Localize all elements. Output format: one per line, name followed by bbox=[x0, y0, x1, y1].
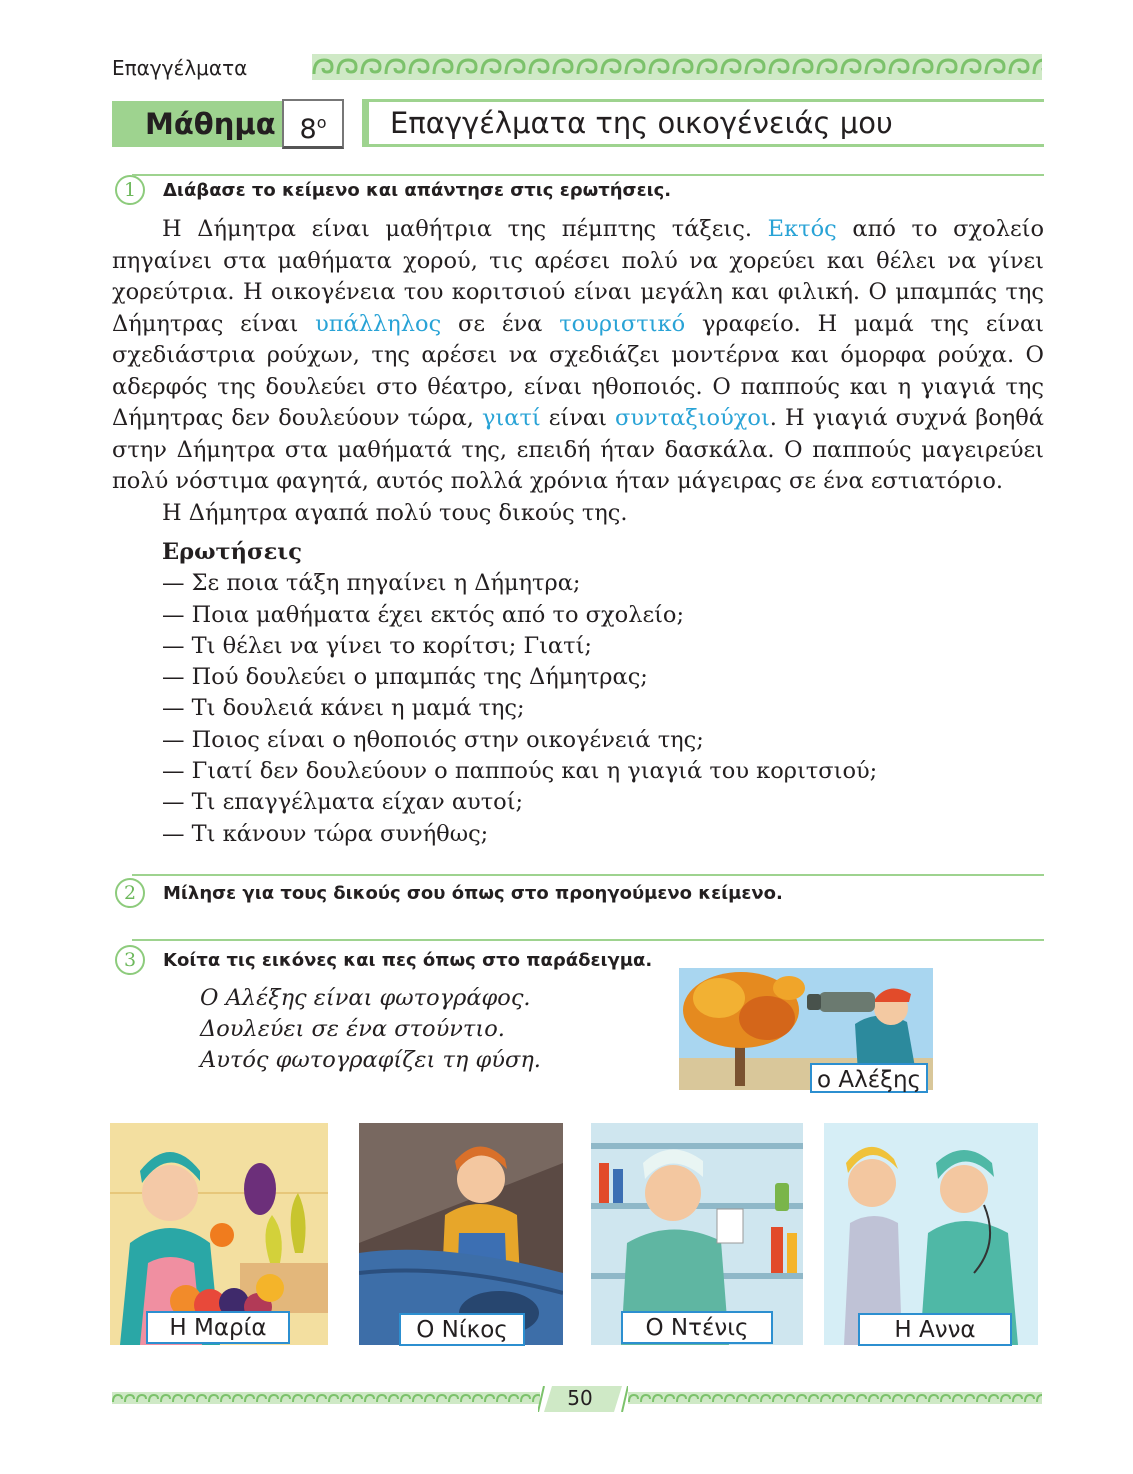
text-segment: από το σχολείο πηγαίνει στα μαθήματα χορού, τις αρέσει πολύ να χορεύει και θέλει να γίνει χορεύτρια. Η οικογένεια του κοριτσιού είναι μεγάλη και φιλική. Ο μπαμπάς της Δήμητρας είναι bbox=[112, 216, 1044, 337]
question-item: — Τι επαγγέλματα είχαν αυτοί; bbox=[162, 789, 524, 816]
vocabulary-word: γιατί bbox=[481, 405, 541, 431]
person-caption: Η Μαρία bbox=[146, 1311, 290, 1344]
question-item: — Πού δουλεύει ο μπαμπάς της Δήμητρας; bbox=[162, 664, 648, 691]
lesson-label: Μάθημα bbox=[112, 101, 282, 147]
question-item: — Τι θέλει να γίνει το κορίτσι; Γιατί; bbox=[162, 632, 592, 659]
question-item: — Γιατί δεν δουλεύουν ο παππούς και η γιαγιά του κοριτσιού; bbox=[162, 758, 878, 785]
reading-paragraph-2: Η Δήμητρα αγαπά πολύ τους δικούς της. bbox=[162, 499, 628, 526]
exercise-2-instruction: Μίλησε για τους δικούς σου όπως στο προηγούμενο κείμενο. bbox=[163, 883, 783, 904]
footer-wave-right bbox=[628, 1392, 1042, 1404]
example-line: Ο Αλέξης είναι φωτογράφος. bbox=[200, 985, 531, 1011]
exercise-1-number: 1 bbox=[115, 175, 145, 205]
reading-paragraph-1 bbox=[112, 214, 1044, 498]
question-item: — Ποιος είναι ο ηθοποιός στην οικογένειά της; bbox=[162, 726, 704, 753]
page-number: 50 bbox=[567, 1386, 593, 1410]
doctor-illustration bbox=[824, 1123, 1038, 1345]
exercise-1-divider bbox=[132, 174, 1044, 176]
reading-text bbox=[112, 214, 1044, 529]
question-item: — Τι κάνουν τώρα συνήθως; bbox=[162, 820, 489, 847]
example-text bbox=[200, 983, 541, 1076]
footer-wave-left bbox=[112, 1392, 540, 1404]
person-caption: Η Αννα bbox=[858, 1313, 1012, 1346]
person-caption: Ο Ντένις bbox=[621, 1311, 773, 1344]
example-caption: ο Αλέξης bbox=[810, 1063, 928, 1093]
question-item: — Ποια μαθήματα έχει εκτός από το σχολείο; bbox=[162, 601, 685, 628]
exercise-3-instruction: Κοίτα τις εικόνες και πες όπως στο παράδειγμα. bbox=[163, 950, 653, 971]
mechanic-illustration bbox=[359, 1123, 563, 1345]
text-segment: σε ένα bbox=[441, 310, 560, 337]
person-caption: Ο Νίκος bbox=[399, 1313, 525, 1346]
exercise-2-divider bbox=[132, 874, 1044, 876]
question-item: — Σε ποια τάξη πηγαίνει η Δήμητρα; bbox=[162, 570, 581, 597]
lesson-header bbox=[112, 99, 1044, 149]
questions-block bbox=[162, 537, 877, 850]
lesson-title: Επαγγέλματα της οικογένειάς μου bbox=[390, 106, 893, 140]
text-segment: Η Δήμητρα είναι μαθήτρια της πέμπτης τάξεις. bbox=[162, 216, 768, 242]
section-label: Επαγγέλματα bbox=[112, 56, 248, 80]
vocabulary-word: συνταξιούχοι bbox=[614, 405, 770, 431]
vocabulary-word: τουριστικό bbox=[559, 310, 686, 337]
text-segment: γραφείο. Η μαμά της είναι σχεδιάστρια ρούχων, της αρέσει να σχεδιάζει μοντέρνα και όμορφα ρούχα. Ο αδερφός της δουλεύει στο θέατρο, είναι ηθοποιός. Ο παππούς και η γιαγιά της Δήμητρας δεν δουλεύουν τώρα, bbox=[112, 310, 1044, 431]
exercise-3-divider bbox=[132, 939, 1044, 941]
example-line: Αυτός φωτογραφίζει τη φύση. bbox=[200, 1047, 541, 1073]
example-line: Δουλεύει σε ένα στούντιο. bbox=[200, 1016, 505, 1042]
lesson-number: $8^o$ bbox=[282, 99, 344, 149]
text-segment: είναι bbox=[540, 405, 615, 431]
vocabulary-word: υπάλληλος bbox=[315, 310, 442, 337]
decorative-wave-border bbox=[312, 54, 1042, 80]
questions-heading: Ερωτήσεις bbox=[162, 539, 302, 565]
vocabulary-word: Εκτός bbox=[767, 216, 837, 242]
question-item: — Τι δουλειά κάνει η μαμά της; bbox=[162, 695, 525, 722]
exercise-2-number: 2 bbox=[115, 878, 145, 908]
questions-list bbox=[162, 568, 877, 850]
exercise-3-number: 3 bbox=[115, 945, 145, 975]
text-segment: . Η γιαγιά συχνά βοηθά στην Δήμητρα στα μαθήματά της, επειδή ήταν δασκάλα. Ο παππούς μαγειρεύει πολύ νόστιμα φαγητά, αυτός πολλά χρόνια ήταν μάγειρας σε ένα εστιατόριο. bbox=[112, 405, 1044, 494]
exercise-1-instruction: Διάβασε το κείμενο και απάντησε στις ερωτήσεις. bbox=[163, 180, 672, 201]
